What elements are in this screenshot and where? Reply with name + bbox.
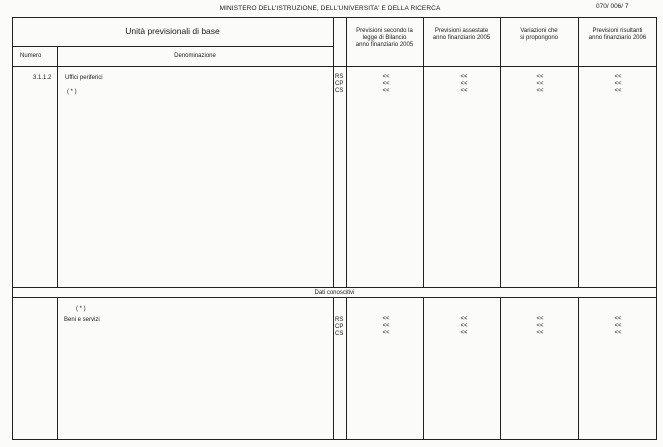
- upb-col3-values: << << <<: [536, 74, 544, 95]
- code-rs: RS: [335, 317, 344, 323]
- code-rs: RS: [335, 74, 344, 80]
- col-header-prev-risultanti: Previsioni risultanti anno finanziario 2006: [588, 28, 647, 41]
- col-header-prev-assestate: Previsioni assestate anno finanziario 2005: [432, 28, 491, 41]
- header-bottom-line: [12, 66, 657, 67]
- divider-col3-lower: [500, 297, 501, 440]
- divider-col4: [578, 17, 579, 287]
- upb-denominazione: Uffici periferici: [65, 75, 103, 81]
- col-header-denominazione: Denominazione: [174, 53, 216, 59]
- upb-note: ( * ): [67, 89, 77, 95]
- dati-note: ( * ): [76, 306, 86, 312]
- dati-denominazione: Beni e servizi: [64, 317, 100, 323]
- upb-col2-values: << << <<: [460, 74, 468, 95]
- dati-col4-values: << << <<: [614, 316, 622, 337]
- divider-col2: [423, 17, 424, 287]
- divider-col4-lower: [578, 297, 579, 440]
- divider-codes-bottom: [333, 297, 334, 440]
- page-code: 070/ 006/ 7: [596, 3, 629, 10]
- header-subdivider: [12, 46, 333, 47]
- code-cp: CP: [335, 324, 344, 331]
- upb-group-title: Unità previsionali di base: [125, 26, 220, 36]
- dati-col1-values: << << <<: [382, 316, 390, 337]
- divider-numero: [57, 46, 58, 287]
- code-cp: CP: [335, 81, 344, 88]
- divider-col2-lower: [423, 297, 424, 440]
- section-top-line: [12, 287, 657, 288]
- upb-numero: 3.1.1.2: [33, 75, 52, 81]
- dati-codes: [335, 317, 343, 339]
- col-header-variazioni: Variazioni che si propongono: [519, 28, 559, 41]
- upb-codes: [335, 74, 343, 96]
- ministry-header: MINISTERO DELL'ISTRUZIONE, DELL'UNIVERSITA' E DELLA RICERCA: [219, 5, 441, 12]
- code-cs: CS: [335, 331, 344, 338]
- dati-col2-values: << << <<: [460, 316, 468, 337]
- dati-col3-values: << << <<: [536, 316, 544, 337]
- upb-col4-values: << << <<: [614, 74, 622, 95]
- section-bottom-line: [12, 297, 657, 298]
- dati-conoscitivi-title: Dati conoscitivi: [314, 290, 355, 296]
- col-header-prev-legge: Previsioni secondo la legge di Bilancio anno finanziario 2005: [355, 28, 414, 48]
- divider-codes-top: [333, 17, 334, 287]
- code-cs: CS: [335, 88, 344, 95]
- divider-col3: [500, 17, 501, 287]
- col-header-numero: Numero: [20, 53, 42, 59]
- upb-col1-values: << << <<: [382, 74, 390, 95]
- divider-numero-lower: [57, 297, 58, 440]
- divider-col1: [346, 17, 347, 287]
- divider-col1-lower: [346, 297, 347, 440]
